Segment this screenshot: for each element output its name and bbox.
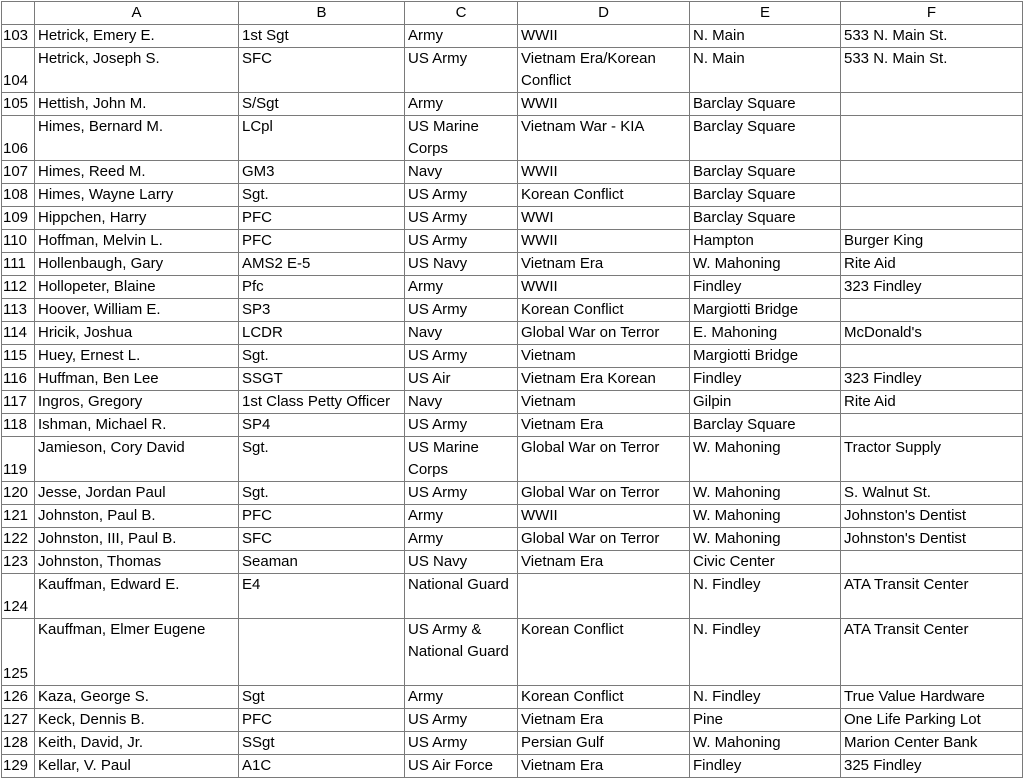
cell-a[interactable]: Kauffman, Edward E. [35,574,239,619]
row-header[interactable]: 104 [2,48,35,93]
cell-f[interactable]: Johnston's Dentist [841,528,1023,551]
row-header[interactable]: 116 [2,368,35,391]
cell-d[interactable]: Korean Conflict [518,619,690,686]
cell-e[interactable]: Barclay Square [690,161,841,184]
cell-a[interactable]: Ishman, Michael R. [35,414,239,437]
cell-e[interactable]: Barclay Square [690,184,841,207]
cell-e[interactable]: Barclay Square [690,93,841,116]
table-row [2,299,1023,322]
cell-b[interactable]: PFC [239,230,405,253]
cell-e[interactable]: Gilpin [690,391,841,414]
table-row [2,253,1023,276]
cell-a[interactable]: Ingros, Gregory [35,391,239,414]
cell-e[interactable]: Findley [690,755,841,778]
cell-b[interactable]: GM3 [239,161,405,184]
table-row [2,755,1023,778]
cell-f[interactable]: 325 Findley [841,755,1023,778]
cell-a[interactable]: Hetrick, Joseph S. [35,48,239,93]
row-header[interactable]: 119 [2,437,35,482]
cell-a[interactable]: Hettish, John M. [35,93,239,116]
cell-b[interactable]: SP4 [239,414,405,437]
row-header[interactable]: 117 [2,391,35,414]
table-row [2,230,1023,253]
cell-b[interactable]: PFC [239,709,405,732]
column-header-e[interactable]: E [690,2,841,25]
cell-d[interactable]: WWI [518,207,690,230]
cell-f[interactable] [841,414,1023,437]
cell-c[interactable]: US Army [405,709,518,732]
cell-d[interactable]: Vietnam Era [518,709,690,732]
cell-e[interactable]: N. Main [690,48,841,93]
cell-b[interactable]: SFC [239,528,405,551]
cell-c[interactable]: Army [405,93,518,116]
row-header[interactable]: 123 [2,551,35,574]
cell-c[interactable]: US Army [405,732,518,755]
cell-a[interactable]: Himes, Bernard M. [35,116,239,161]
table-row [2,619,1023,686]
cell-a[interactable]: Keck, Dennis B. [35,709,239,732]
column-header-c[interactable]: C [405,2,518,25]
row-header[interactable]: 120 [2,482,35,505]
cell-c[interactable]: Navy [405,322,518,345]
cell-b[interactable]: PFC [239,207,405,230]
cell-a[interactable]: Huffman, Ben Lee [35,368,239,391]
cell-b[interactable]: Seaman [239,551,405,574]
row-header[interactable]: 109 [2,207,35,230]
cell-b[interactable]: S/Sgt [239,93,405,116]
cell-c[interactable]: US Navy [405,253,518,276]
cell-d[interactable]: Vietnam War - KIA [518,116,690,161]
cell-d[interactable]: WWII [518,276,690,299]
cell-e[interactable]: Civic Center [690,551,841,574]
cell-f[interactable]: True Value Hardware [841,686,1023,709]
cell-d[interactable]: Vietnam Era [518,253,690,276]
cell-b[interactable]: LCDR [239,322,405,345]
cell-e[interactable]: W. Mahoning [690,253,841,276]
cell-c[interactable]: US Army & National Guard [405,619,518,686]
cell-b[interactable]: Sgt. [239,482,405,505]
cell-f[interactable]: Rite Aid [841,391,1023,414]
cell-d[interactable]: Vietnam Era Korean [518,368,690,391]
cell-d[interactable]: Vietnam Era/Korean Conflict [518,48,690,93]
cell-d[interactable]: Vietnam Era [518,551,690,574]
cell-a[interactable]: Kaza, George S. [35,686,239,709]
table-row [2,276,1023,299]
table-row [2,482,1023,505]
spreadsheet-grid [1,1,1023,778]
cell-f[interactable]: 533 N. Main St. [841,25,1023,48]
column-header-d[interactable]: D [518,2,690,25]
cell-d[interactable]: WWII [518,230,690,253]
table-row [2,25,1023,48]
table-row [2,732,1023,755]
cell-e[interactable]: W. Mahoning [690,505,841,528]
table-row [2,184,1023,207]
cell-b[interactable]: PFC [239,505,405,528]
row-header[interactable]: 108 [2,184,35,207]
cell-d[interactable]: WWII [518,505,690,528]
cell-e[interactable]: W. Mahoning [690,732,841,755]
cell-f[interactable] [841,116,1023,161]
cell-c[interactable]: US Army [405,345,518,368]
cell-e[interactable]: W. Mahoning [690,437,841,482]
row-header[interactable]: 112 [2,276,35,299]
table-row [2,686,1023,709]
column-header-a[interactable]: A [35,2,239,25]
cell-b[interactable]: SP3 [239,299,405,322]
cell-a[interactable]: Johnston, Paul B. [35,505,239,528]
cell-a[interactable]: Johnston, Thomas [35,551,239,574]
cell-d[interactable]: Korean Conflict [518,184,690,207]
table-row [2,709,1023,732]
table-row [2,48,1023,93]
cell-d[interactable]: WWII [518,25,690,48]
cell-e[interactable]: N. Main [690,25,841,48]
row-header[interactable]: 118 [2,414,35,437]
cell-e[interactable]: W. Mahoning [690,482,841,505]
cell-e[interactable]: Margiotti Bridge [690,345,841,368]
cell-f[interactable] [841,299,1023,322]
cell-f[interactable]: 323 Findley [841,276,1023,299]
cell-a[interactable]: Jamieson, Cory David [35,437,239,482]
cell-a[interactable]: Hippchen, Harry [35,207,239,230]
cell-f[interactable]: S. Walnut St. [841,482,1023,505]
cell-b[interactable]: A1C [239,755,405,778]
row-header[interactable]: 111 [2,253,35,276]
cell-a[interactable]: Himes, Reed M. [35,161,239,184]
table-row [2,368,1023,391]
cell-e[interactable]: Barclay Square [690,207,841,230]
cell-c[interactable]: National Guard [405,574,518,619]
cell-f[interactable]: ATA Transit Center [841,619,1023,686]
cell-b[interactable] [239,619,405,686]
cell-c[interactable]: US Army [405,207,518,230]
cell-e[interactable]: Findley [690,276,841,299]
table-row [2,574,1023,619]
cell-a[interactable]: Hollenbaugh, Gary [35,253,239,276]
row-header[interactable]: 103 [2,25,35,48]
cell-a[interactable]: Hoffman, Melvin L. [35,230,239,253]
cell-a[interactable]: Hricik, Joshua [35,322,239,345]
table-row [2,391,1023,414]
cell-c[interactable]: Army [405,686,518,709]
row-header[interactable]: 113 [2,299,35,322]
table-row [2,528,1023,551]
cell-b[interactable]: AMS2 E-5 [239,253,405,276]
cell-b[interactable]: Sgt [239,686,405,709]
table-row [2,93,1023,116]
cell-f[interactable]: ATA Transit Center [841,574,1023,619]
cell-c[interactable]: Navy [405,161,518,184]
column-header-f[interactable]: F [841,2,1023,25]
cell-c[interactable]: US Air Force [405,755,518,778]
table-row [2,116,1023,161]
cell-a[interactable]: Kauffman, Elmer Eugene [35,619,239,686]
cell-f[interactable]: Marion Center Bank [841,732,1023,755]
table-row [2,505,1023,528]
cell-b[interactable]: SSGT [239,368,405,391]
cell-d[interactable]: WWII [518,93,690,116]
cell-f[interactable]: Burger King [841,230,1023,253]
cell-c[interactable]: US Navy [405,551,518,574]
table-row [2,322,1023,345]
cell-c[interactable]: US Marine Corps [405,116,518,161]
cell-c[interactable]: US Army [405,299,518,322]
row-header[interactable]: 121 [2,505,35,528]
cell-c[interactable]: Army [405,528,518,551]
cell-f[interactable] [841,345,1023,368]
cell-d[interactable]: Vietnam Era [518,414,690,437]
row-header[interactable]: 106 [2,116,35,161]
cell-e[interactable]: N. Findley [690,619,841,686]
cell-b[interactable]: E4 [239,574,405,619]
cell-c[interactable]: US Air [405,368,518,391]
cell-f[interactable]: Tractor Supply [841,437,1023,482]
cell-a[interactable]: Hetrick, Emery E. [35,25,239,48]
cell-d[interactable]: Global War on Terror [518,437,690,482]
cell-f[interactable]: One Life Parking Lot [841,709,1023,732]
row-header[interactable]: 105 [2,93,35,116]
row-header[interactable]: 128 [2,732,35,755]
select-all-corner[interactable] [2,2,35,25]
cell-f[interactable]: McDonald's [841,322,1023,345]
cell-e[interactable]: Findley [690,368,841,391]
cell-c[interactable]: US Army [405,482,518,505]
cell-f[interactable]: 533 N. Main St. [841,48,1023,93]
table-row [2,161,1023,184]
cell-b[interactable]: 1st Sgt [239,25,405,48]
cell-b[interactable]: Sgt. [239,437,405,482]
table-row [2,414,1023,437]
cell-d[interactable]: Global War on Terror [518,482,690,505]
cell-a[interactable]: Kellar, V. Paul [35,755,239,778]
cell-e[interactable]: Hampton [690,230,841,253]
cell-c[interactable]: Navy [405,391,518,414]
table-row [2,207,1023,230]
column-header-row [2,2,1023,25]
cell-b[interactable]: 1st Class Petty Officer [239,391,405,414]
table-row [2,551,1023,574]
cell-b[interactable]: Sgt. [239,345,405,368]
cell-b[interactable]: SSgt [239,732,405,755]
cell-d[interactable]: Korean Conflict [518,299,690,322]
row-header[interactable]: 122 [2,528,35,551]
cell-b[interactable]: Pfc [239,276,405,299]
cell-d[interactable]: Korean Conflict [518,686,690,709]
cell-c[interactable]: US Army [405,184,518,207]
cell-c[interactable]: US Army [405,230,518,253]
cell-f[interactable] [841,93,1023,116]
cell-c[interactable]: Army [405,25,518,48]
sheet-body [2,25,1023,778]
cell-b[interactable]: LCpl [239,116,405,161]
cell-d[interactable]: WWII [518,161,690,184]
cell-a[interactable]: Jesse, Jordan Paul [35,482,239,505]
row-header[interactable]: 129 [2,755,35,778]
cell-e[interactable]: N. Findley [690,574,841,619]
cell-f[interactable] [841,207,1023,230]
row-header[interactable]: 127 [2,709,35,732]
cell-f[interactable] [841,551,1023,574]
cell-c[interactable]: Army [405,505,518,528]
cell-a[interactable]: Keith, David, Jr. [35,732,239,755]
cell-e[interactable]: Margiotti Bridge [690,299,841,322]
cell-f[interactable] [841,184,1023,207]
cell-f[interactable]: 323 Findley [841,368,1023,391]
cell-c[interactable]: US Marine Corps [405,437,518,482]
cell-d[interactable]: Vietnam Era [518,755,690,778]
cell-b[interactable]: Sgt. [239,184,405,207]
table-row [2,437,1023,482]
cell-e[interactable]: Barclay Square [690,116,841,161]
cell-c[interactable]: Army [405,276,518,299]
cell-d[interactable] [518,574,690,619]
cell-d[interactable]: Vietnam [518,345,690,368]
cell-f[interactable]: Johnston's Dentist [841,505,1023,528]
cell-a[interactable]: Hoover, William E. [35,299,239,322]
cell-e[interactable]: Barclay Square [690,414,841,437]
row-header[interactable]: 107 [2,161,35,184]
row-header[interactable]: 126 [2,686,35,709]
cell-c[interactable]: US Army [405,414,518,437]
cell-e[interactable]: N. Findley [690,686,841,709]
cell-a[interactable]: Huey, Ernest L. [35,345,239,368]
row-header[interactable]: 124 [2,574,35,619]
cell-f[interactable]: Rite Aid [841,253,1023,276]
cell-a[interactable]: Himes, Wayne Larry [35,184,239,207]
row-header[interactable]: 125 [2,619,35,686]
cell-a[interactable]: Hollopeter, Blaine [35,276,239,299]
cell-d[interactable]: Vietnam [518,391,690,414]
cell-e[interactable]: E. Mahoning [690,322,841,345]
cell-d[interactable]: Global War on Terror [518,322,690,345]
cell-d[interactable]: Persian Gulf [518,732,690,755]
row-header[interactable]: 114 [2,322,35,345]
cell-c[interactable]: US Army [405,48,518,93]
table-row [2,345,1023,368]
row-header[interactable]: 110 [2,230,35,253]
cell-f[interactable] [841,161,1023,184]
cell-e[interactable]: Pine [690,709,841,732]
cell-e[interactable]: W. Mahoning [690,528,841,551]
cell-d[interactable]: Global War on Terror [518,528,690,551]
cell-a[interactable]: Johnston, III, Paul B. [35,528,239,551]
row-header[interactable]: 115 [2,345,35,368]
cell-b[interactable]: SFC [239,48,405,93]
column-header-b[interactable]: B [239,2,405,25]
